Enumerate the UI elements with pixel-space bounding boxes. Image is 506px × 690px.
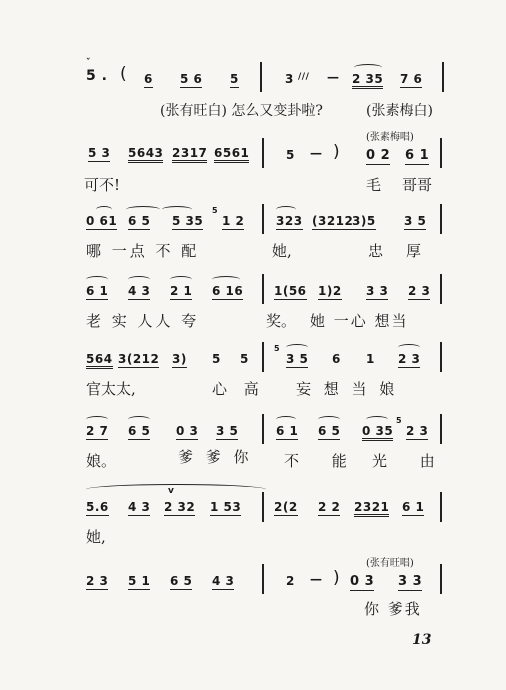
note: 1)2 — [318, 284, 342, 298]
note: 6 — [332, 352, 341, 366]
note: 3(212 — [118, 352, 160, 366]
note: 2321 — [354, 500, 389, 517]
slur — [318, 416, 340, 423]
lyric: 不 能 — [284, 452, 361, 470]
note: 2 3 — [408, 284, 431, 298]
bar-line — [262, 138, 264, 168]
note: 6 5 — [170, 574, 193, 588]
slur — [96, 206, 112, 213]
lyric: 老 实 人人 夸 — [86, 312, 200, 330]
paren-close: ) — [333, 142, 341, 162]
note: 2(2 — [274, 500, 298, 514]
note: 6 5 — [318, 424, 341, 438]
lyric: 你 爹我 — [364, 600, 422, 618]
bar-line — [440, 274, 442, 304]
note: 5 — [286, 148, 295, 162]
grace-note: 5 — [212, 206, 218, 215]
note: 4 3 — [128, 500, 151, 514]
lyric: 她, — [272, 242, 292, 260]
note: 5 . — [86, 68, 108, 84]
lyric: 哪 一点 不 配 — [86, 242, 200, 260]
note: 3 3 — [398, 574, 423, 589]
lyric: (张有旺白) 怎么又变卦啦? — [160, 103, 323, 119]
speaker-note: (张素梅唱) — [366, 132, 414, 143]
grace-note: 5 — [396, 416, 402, 425]
slur — [276, 416, 296, 423]
note: 6 16 — [212, 284, 244, 298]
bar-line — [262, 342, 264, 372]
note: 2 2 — [318, 500, 341, 514]
note: 5 — [212, 352, 221, 366]
tremolo-mark: /// — [298, 72, 310, 82]
note: 1 — [366, 352, 375, 366]
lyric: 妄 想 当 娘 — [296, 380, 399, 398]
slur — [86, 416, 108, 423]
lyric: 可不! — [84, 176, 121, 194]
note: 1 53 — [210, 500, 242, 514]
slur — [276, 206, 296, 213]
lyric: 哥哥 — [402, 176, 433, 194]
note: 5 1 — [128, 574, 151, 588]
note: 2 1 — [170, 284, 193, 298]
slur — [86, 276, 108, 283]
lyric: 奖。 — [266, 312, 297, 330]
page-number: 13 — [412, 632, 432, 648]
lyric: 毛 — [366, 176, 382, 194]
note: 5643 — [128, 146, 163, 163]
slur — [170, 276, 192, 283]
bar-line — [440, 492, 442, 522]
breath-mark: ˇ — [86, 58, 91, 68]
note: 0 61 — [86, 214, 118, 228]
bar-line — [262, 274, 264, 304]
note: 6561 — [214, 146, 249, 163]
note: (3212 — [312, 214, 354, 228]
bar-line — [262, 564, 264, 594]
bar-line — [440, 342, 442, 372]
speaker-note: (张有旺唱) — [366, 558, 414, 569]
note: 2317 — [172, 146, 207, 163]
note: 4 3 — [212, 574, 235, 588]
note: 5.6 — [86, 500, 109, 514]
lyric: 心 高 — [212, 380, 265, 398]
bar-line — [440, 564, 442, 594]
bar-line — [440, 138, 442, 168]
note: 2 32 — [164, 500, 196, 514]
note: 6 1 — [402, 500, 425, 514]
note: 3) — [172, 352, 187, 366]
note: 2 3 — [398, 352, 421, 366]
bar-line — [260, 62, 262, 92]
slur — [212, 276, 240, 283]
note: 6 1 — [276, 424, 299, 438]
slur — [126, 206, 160, 213]
note: 0 3 — [350, 574, 375, 589]
paren-open: ( — [120, 64, 128, 84]
note: 1 2 — [222, 214, 245, 228]
slur — [354, 64, 382, 71]
note: 3)5 — [352, 214, 376, 228]
slur — [162, 206, 192, 213]
note: 4 3 — [128, 284, 151, 298]
note: 5 35 — [172, 214, 204, 228]
note: 0 3 — [176, 424, 199, 438]
note: 0 35 — [362, 424, 393, 441]
paren-close: ) — [333, 568, 341, 588]
slur — [398, 344, 420, 351]
lyric: (张素梅白) — [366, 103, 433, 119]
lyric: 厚 — [406, 242, 422, 260]
note: 2 3 — [86, 574, 109, 588]
lyric: 她, — [86, 528, 106, 546]
lyric: 光 由 — [372, 452, 449, 470]
note: 6 5 — [128, 214, 151, 228]
bar-line — [440, 204, 442, 234]
lyric: 爹 爹 你 — [178, 448, 253, 466]
lyric: 官太太, — [86, 380, 136, 398]
note: 3 5 — [404, 214, 427, 228]
lyric: 她 一心 想当 — [310, 312, 409, 330]
slur — [128, 416, 150, 423]
grace-note: 5 — [274, 344, 280, 353]
slur — [128, 276, 150, 283]
bar-line — [262, 414, 264, 444]
bar-line — [442, 62, 444, 92]
note: 7 6 — [400, 72, 423, 86]
note: 2 — [286, 574, 295, 588]
note: 5 — [240, 352, 249, 366]
note: 2 7 — [86, 424, 109, 438]
note: 1(56 — [274, 284, 307, 298]
dash: — — [310, 146, 323, 160]
note: 5 — [230, 72, 239, 86]
bar-line — [262, 204, 264, 234]
note: 3 — [285, 72, 294, 86]
dash: — — [310, 572, 323, 586]
note: 0 2 — [366, 148, 391, 163]
bar-line — [262, 492, 264, 522]
accent-mark: v — [168, 486, 174, 496]
note: 5 6 — [180, 72, 203, 86]
note: 6 — [144, 72, 153, 86]
slur — [286, 344, 308, 351]
note: 6 1 — [405, 148, 430, 163]
note: 3 3 — [366, 284, 389, 298]
note: 6 1 — [86, 284, 109, 298]
note: 6 5 — [128, 424, 151, 438]
dash: — — [327, 70, 340, 84]
lyric: 娘。 — [86, 452, 117, 470]
slur — [86, 484, 266, 495]
note: 5 3 — [88, 146, 111, 160]
note: 564 — [86, 352, 113, 369]
bar-line — [440, 414, 442, 444]
note: 3 5 — [286, 352, 309, 366]
note: 2 3 — [406, 424, 429, 438]
note: 2 35 — [352, 72, 383, 89]
lyric: 忠 — [368, 242, 384, 260]
note: 3 5 — [216, 424, 239, 438]
slur — [366, 416, 388, 423]
note: 323 — [276, 214, 303, 228]
